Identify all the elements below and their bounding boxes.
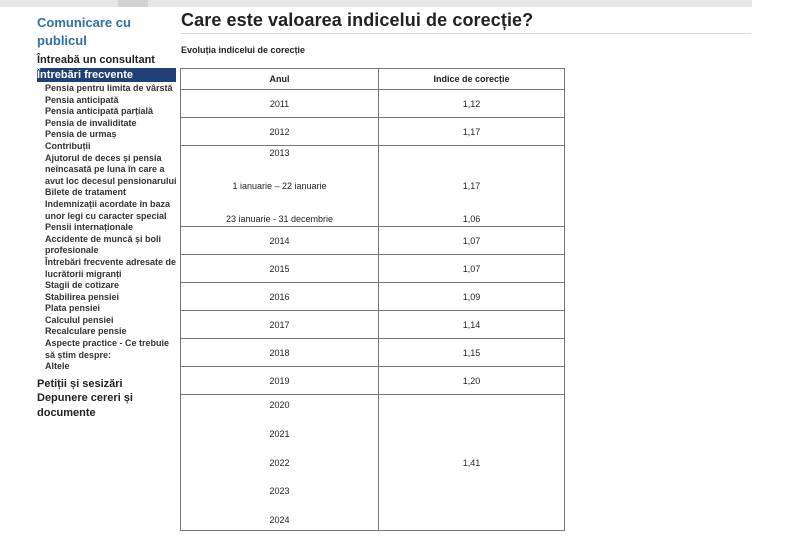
table-row	[181, 90, 565, 118]
table-row-2013	[181, 146, 565, 227]
column-header-index: Indice de corecție	[379, 69, 565, 90]
table-caption: Evoluția indicelui de corecție	[181, 45, 306, 55]
period-label: 23 ianuarie - 31 decembrie	[225, 214, 334, 224]
sidebar-sub-list	[37, 83, 177, 373]
stack-2013	[181, 148, 378, 224]
sidebar-sub-item[interactable]: Contribuții	[45, 140, 91, 151]
cell-index: 1,09	[379, 283, 565, 311]
table-row	[181, 311, 565, 339]
cell-index-2020-2024: 1,41	[379, 395, 565, 531]
sidebar-sub-item[interactable]: Întrebări frecvente adresate de lucrătorii migranți	[45, 256, 177, 279]
table-header-row	[181, 69, 565, 90]
period-label: 1 ianuarie – 22 ianuarie	[232, 181, 327, 191]
cell-index: 1,15	[379, 339, 565, 367]
sidebar-sub-item[interactable]: Indemnizații acordate în baza unor legi cu caracter special	[45, 198, 171, 221]
top-bar-tab	[118, 0, 148, 7]
cell-year: 2019	[181, 367, 379, 395]
table-row	[181, 227, 565, 255]
sidebar-sub-item[interactable]: Recalculare pensie	[45, 326, 127, 337]
sidebar-sub-item[interactable]: Pensia de invaliditate	[45, 117, 137, 128]
page-title: Care este valoarea indicelui de corecție?	[181, 10, 534, 30]
cell-index-2013	[379, 146, 565, 227]
sidebar-bottom	[37, 377, 177, 421]
cell-year: 2015	[181, 255, 379, 283]
cell-index: 1,12	[379, 90, 565, 118]
year-label: 2024	[269, 515, 290, 525]
stack-2020-2024	[181, 400, 378, 525]
table-row-2020-2024	[181, 395, 565, 531]
cell-index: 1,07	[379, 227, 565, 255]
cell-index: 1,20	[379, 367, 565, 395]
correction-index-table	[180, 68, 565, 531]
sidebar-sub-item[interactable]: Stagii de cotizare	[45, 280, 120, 291]
sidebar-sub-item[interactable]: Ajutorul de deces și pensia neîncasată pe luna în care a avut loc decesul pensionarului	[45, 152, 177, 186]
sidebar-sub-item[interactable]: Bilete de tratament	[45, 187, 127, 198]
sidebar-item-faq-active[interactable]: Întrebări frecvente	[37, 68, 176, 82]
column-header-year: Anul	[181, 69, 379, 90]
cell-year: 2011	[181, 90, 379, 118]
sidebar-sub-item[interactable]: Accidente de muncă și boli profesionale	[45, 233, 162, 256]
cell-year: 2017	[181, 311, 379, 339]
sidebar-section-title[interactable]: Comunicare cu publicul	[37, 15, 131, 48]
sidebar-sub-item[interactable]: Stabilirea pensiei	[45, 291, 120, 302]
title-divider	[181, 33, 751, 34]
year-label: 2020	[269, 400, 290, 410]
stack-2013-values	[379, 148, 564, 224]
sidebar-item-submit-requests[interactable]: Depunere cereri și documente	[37, 392, 133, 419]
cell-year: 2014	[181, 227, 379, 255]
table-row	[181, 118, 565, 146]
top-bar	[0, 0, 752, 7]
sidebar	[37, 14, 177, 420]
cell-index: 1,17	[379, 118, 565, 146]
sidebar-sub-item[interactable]: Aspecte practice - Ce trebuie să știm despre:	[45, 338, 170, 360]
table-row	[181, 283, 565, 311]
year-2013-label: 2013	[269, 148, 290, 158]
sidebar-sub-item[interactable]: Plata pensiei	[45, 303, 101, 314]
period-value: 1,17	[462, 181, 481, 191]
table-row	[181, 367, 565, 395]
cell-years-2020-2024	[181, 395, 379, 531]
table-row	[181, 255, 565, 283]
sidebar-item-ask-consultant[interactable]: Întreabă un consultant	[37, 54, 155, 66]
table-row	[181, 339, 565, 367]
year-label: 2021	[269, 428, 290, 439]
sidebar-sub-item[interactable]: Pensia anticipată parțială	[45, 106, 154, 117]
cell-year-2013	[181, 146, 379, 227]
cell-year: 2018	[181, 339, 379, 367]
cell-index: 1,07	[379, 255, 565, 283]
sidebar-sub-item[interactable]: Altele	[45, 361, 70, 372]
cell-year: 2016	[181, 283, 379, 311]
cell-index: 1,14	[379, 311, 565, 339]
sidebar-sub-item[interactable]: Calculul pensiei	[45, 314, 114, 325]
year-label: 2023	[269, 486, 290, 497]
period-value: 1,06	[462, 214, 481, 224]
sidebar-sub-item[interactable]: Pensii internaționale	[45, 222, 134, 233]
sidebar-sub-item[interactable]: Pensia anticipată	[45, 94, 119, 105]
sidebar-item-petitions[interactable]: Petiții și sesizări	[37, 377, 123, 390]
sidebar-sub-item[interactable]: Pensia de urmaș	[45, 129, 117, 140]
sidebar-sub-item[interactable]: Pensia pentru limita de vârstă	[45, 83, 173, 93]
cell-year: 2012	[181, 118, 379, 146]
year-label: 2022	[269, 457, 290, 468]
